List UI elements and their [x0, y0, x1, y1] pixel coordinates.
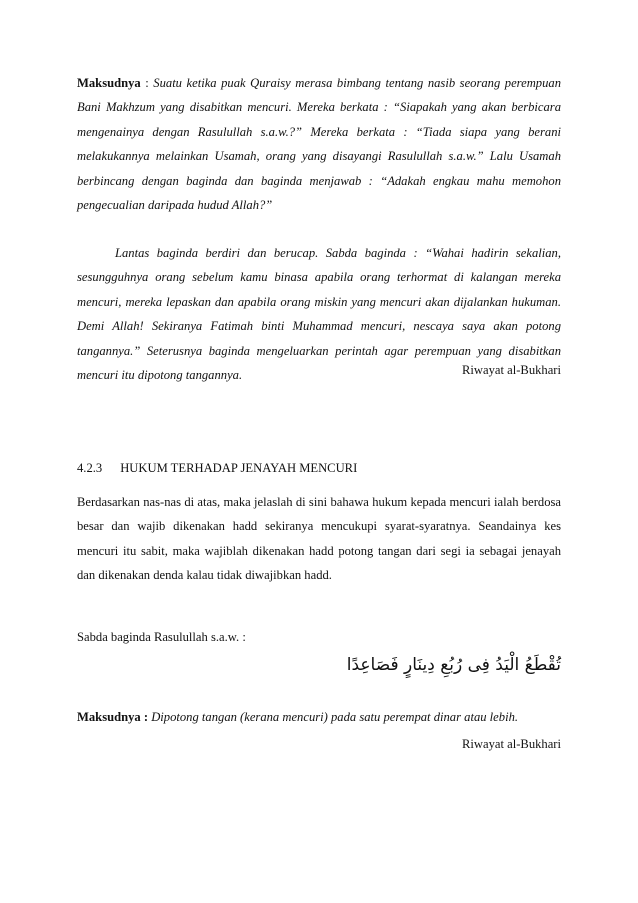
section-number: 4.2.3 — [77, 461, 103, 475]
label-separator: : — [140, 76, 154, 90]
arabic-hadith — [77, 655, 561, 675]
hadith-translation-paragraph — [77, 71, 561, 217]
arabic-text: تُقْطَعُ الْيَدُ فِى رُبُعِ دِينَارٍ فَصَاعِدًا — [346, 655, 561, 675]
section-title: HUKUM TERHADAP JENAYAH MENCURI — [120, 461, 358, 475]
maksudnya-label-2: Maksudnya : — [77, 710, 149, 724]
ruling-text: Berdasarkan nas-nas di atas, maka jelaslah di sini bahawa hukum kepada mencuri ialah berdosa besar dan wajib dikenakan hadd sekiranya mencukupi syarat-syaratnya. Seandainya kes mencuri itu sabit, maka wajiblah dikenakan hadd potong tangan dari segi ia sebagai jenayah dan dikenakan denda kalau tidak diwajibkan hadd. — [77, 495, 561, 583]
source-text: Riwayat al-Bukhari — [462, 363, 561, 377]
source-text-2: Riwayat al-Bukhari — [462, 737, 561, 751]
source-citation-1 — [77, 363, 561, 378]
hadith-meaning-paragraph — [77, 705, 561, 729]
hadith-intro-text: Sabda baginda Rasulullah s.a.w. : — [77, 630, 246, 644]
source-citation-2 — [77, 737, 561, 752]
section-heading — [77, 461, 561, 476]
hadith-intro — [77, 625, 561, 649]
translation-text: Suatu ketika puak Quraisy merasa bimbang tentang nasib seorang perempuan Bani Makhzum yang disabitkan mencuri. Mereka berkata : “Siapakah yang akan berbicara mengenainya dengan Rasulullah s.a.w.?” Mereka berkata : “Tiada siapa yang berani melakukannya melainkan Usamah, orang yang disayangi Rasulullah s.a.w.” Lalu Usamah berbincang dengan baginda dan baginda menjawab : “Adakah engkau mahu memohon pengecualian daripada hudud Allah?” — [77, 76, 561, 213]
sermon-text: Lantas baginda berdiri dan berucap. Sabda baginda : “Wahai hadirin sekalian, sesungguhnya orang sebelum kamu binasa apabila orang terhormat di kalangan mereka mencuri, mereka lepaskan dan apabila orang miskin yang mencuri akan dijalankan hukuman. Demi Allah! Sekiranya Fatimah binti Muhammad mencuri, nescaya saya akan potong tangannya.” Seterusnya baginda mengeluarkan perintah agar perempuan yang disabitkan mencuri itu dipotong tangannya. — [77, 246, 561, 383]
meaning-text: Dipotong tangan (kerana mencuri) pada satu perempat dinar atau lebih. — [151, 710, 519, 724]
ruling-paragraph — [77, 490, 561, 588]
maksudnya-label: Maksudnya — [77, 76, 141, 90]
